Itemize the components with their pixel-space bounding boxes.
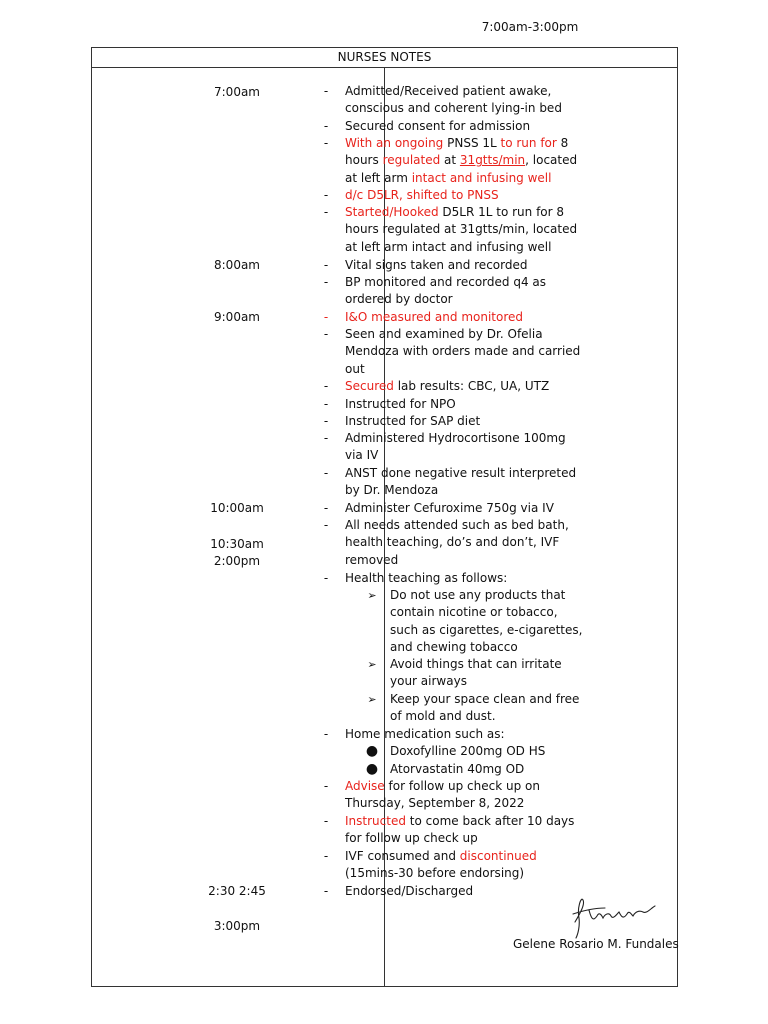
dash-bullet: - bbox=[323, 727, 329, 741]
dash-bullet: - bbox=[323, 779, 329, 793]
dash-bullet: - bbox=[323, 84, 329, 98]
dash-bullet: - bbox=[323, 379, 329, 393]
dash-bullet: - bbox=[323, 188, 329, 202]
entry-text: Home medication such as: bbox=[345, 727, 505, 741]
arrow-bullet-icon: ➢ bbox=[367, 693, 377, 706]
arrow-bullet-icon: ➢ bbox=[367, 658, 377, 671]
dash-bullet: - bbox=[323, 431, 329, 445]
dash-bullet: - bbox=[323, 327, 329, 341]
entry-text: Secured lab results: CBC, UA, UTZ bbox=[345, 379, 550, 393]
time-entry: 7:00am bbox=[214, 85, 260, 99]
entry-text: Health teaching as follows: bbox=[345, 571, 508, 585]
dash-bullet: - bbox=[323, 414, 329, 428]
signature-image bbox=[571, 892, 659, 942]
entry-text: Vital signs taken and recorded bbox=[345, 258, 528, 272]
entry-text: Keep your space clean and free of mold and dust. bbox=[390, 692, 580, 724]
entry-text: With an ongoing PNSS 1L to run for 8 hours regulated at 31gtts/min, located at left arm intact and infusing well bbox=[345, 136, 578, 185]
dash-bullet: - bbox=[323, 518, 329, 532]
entry-text: Avoid things that can irritate your airways bbox=[390, 657, 562, 689]
dash-bullet: - bbox=[323, 205, 329, 219]
entry-text: BP monitored and recorded q4 as ordered by doctor bbox=[345, 275, 546, 307]
entry-text: I&O measured and monitored bbox=[345, 310, 524, 324]
entry-text: Administered Hydrocortisone 100mg via IV bbox=[345, 431, 566, 463]
entry-text: Doxofylline 200mg OD HS bbox=[390, 744, 546, 758]
dash-bullet: - bbox=[323, 571, 329, 585]
signer-name: Gelene Rosario M. Fundales bbox=[513, 937, 679, 951]
entry-text: Secured consent for admission bbox=[345, 119, 531, 133]
time-entry: 3:00pm bbox=[213, 919, 261, 933]
dash-bullet: - bbox=[323, 275, 329, 289]
entry-text: Do not use any products that contain nicotine or tobacco, such as cigarettes, e-cigarettes, and chewing tobacco bbox=[390, 588, 583, 655]
entry-text: Started/Hooked D5LR 1L to run for 8 hours regulated at 31gtts/min, located at left arm intact and infusing well bbox=[345, 205, 578, 254]
dash-bullet: - bbox=[323, 258, 329, 272]
entry-text: Instructed for NPO bbox=[345, 397, 456, 411]
entry-text: d/c D5LR, shifted to PNSS bbox=[345, 188, 499, 202]
dash-bullet: - bbox=[323, 501, 329, 515]
dash-bullet: - bbox=[323, 310, 329, 324]
shift-label: 7:00am-3:00pm bbox=[481, 20, 579, 34]
dash-bullet: - bbox=[323, 136, 329, 150]
arrow-bullet-icon: ➢ bbox=[367, 589, 377, 602]
entry-text: All needs attended such as bed bath, health teaching, do’s and don’t, IVF removed bbox=[345, 518, 569, 567]
table-title: NURSES NOTES bbox=[92, 48, 677, 68]
entry-text: IVF consumed and discontinued (15mins-30 before endorsing) bbox=[345, 849, 537, 881]
dash-bullet: - bbox=[323, 466, 329, 480]
entry-text: Administer Cefuroxime 750g via IV bbox=[345, 501, 554, 515]
dash-bullet: - bbox=[323, 814, 329, 828]
time-entry: 2:30 2:45 bbox=[208, 884, 266, 898]
entry-text: Instructed to come back after 10 days for follow up check up bbox=[345, 814, 575, 846]
entry-text: Advise for follow up check up on Thursday, September 8, 2022 bbox=[345, 779, 540, 811]
dash-bullet: - bbox=[323, 849, 329, 863]
time-entry: 10:00am bbox=[210, 501, 264, 515]
dash-bullet: - bbox=[323, 884, 329, 898]
time-entry: 8:00am bbox=[214, 258, 260, 272]
time-entry: 10:30am bbox=[210, 537, 264, 551]
dot-bullet-icon: ● bbox=[365, 761, 379, 777]
entry-text: Seen and examined by Dr. Ofelia Mendoza with orders made and carried out bbox=[345, 327, 581, 376]
entry-text: Atorvastatin 40mg OD bbox=[390, 762, 525, 776]
entry-text: Admitted/Received patient awake, conscious and coherent lying-in bed bbox=[345, 84, 562, 116]
entry-text: ANST done negative result interpreted by Dr. Mendoza bbox=[345, 466, 577, 498]
dash-bullet: - bbox=[323, 397, 329, 411]
dash-bullet: - bbox=[323, 119, 329, 133]
time-entry: 2:00pm bbox=[213, 554, 261, 568]
entry-text: Instructed for SAP diet bbox=[345, 414, 481, 428]
dot-bullet-icon: ● bbox=[365, 743, 379, 759]
entry-text: Endorsed/Discharged bbox=[345, 884, 474, 898]
time-entry: 9:00am bbox=[214, 310, 260, 324]
